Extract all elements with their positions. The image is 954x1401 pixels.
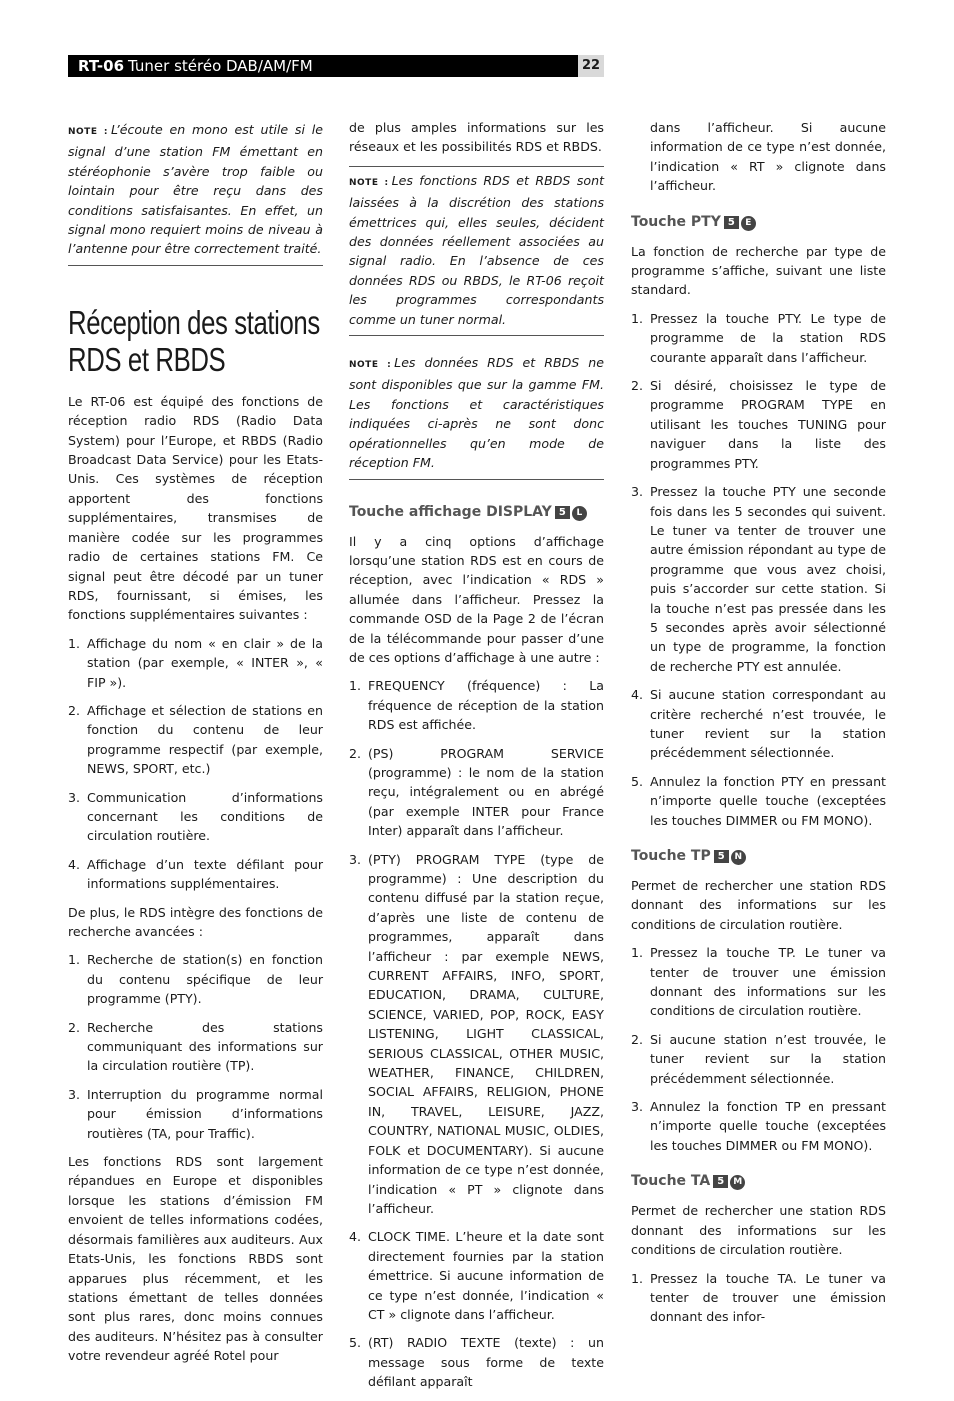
paragraph: De plus, le RDS intègre des fonctions de recherche avancées : <box>68 904 323 939</box>
search-functions-list <box>68 950 323 1143</box>
list-item: 1. Recherche de station(s) en fonction du contenu spécifique de leur programme (PTY). <box>68 952 323 1007</box>
paragraph: Permet de rechercher une station RDS donnant des informations sur les conditions de circulation routière. <box>631 1203 886 1258</box>
button-letter-icon: N <box>731 850 746 865</box>
list-item: 4. Affichage d’un texte défilant pour informations supplémentaires. <box>68 856 323 892</box>
page-number: 22 <box>578 55 604 77</box>
note-text: Les données RDS et RBDS ne sont disponibles que sur la gamme FM. Les fonctions et caractéristiques indiquées ci-après ne sont donc opérationnelles qu’en mode de réception FM. <box>349 355 604 471</box>
column-1 <box>68 118 323 1375</box>
section-title <box>68 304 325 378</box>
button-letter-icon: M <box>730 1175 745 1190</box>
note-text: Les fonctions RDS et RBDS sont laissées à la discrétion des stations émettrices qui, elles seules, décident des données réellement associées au signal radio. En l’absence de ces données RDS ou RBDS, le RT-06 reçoit les programmes correspondants comme un tuner normal. <box>349 172 605 327</box>
list-item: 1. Pressez la touche TA. Le tuner va tenter de trouver une émission donnant des infor- <box>631 1270 886 1325</box>
list-item: 2. Recherche des stations communiquant des informations sur la circulation routière (TP). <box>68 1019 323 1074</box>
intro-paragraph: Le RT-06 est équipé des fonctions de réception radio RDS (Radio Data System) pour l’Europe, et RBDS (Radio Broadcast Data Service) pour les Etats-Unis. Ces systèmes de réception apportent des fonctions supplémentaires, transmises de manière codée sur les programmes radio de certaines stations FM. Ce signal peut être décodé par un tuner RDS, fournissant, si émises, les fonctions supplémentaires suivantes : <box>68 393 323 623</box>
header-subtitle: Tuner stéréo DAB/AM/FM <box>128 57 313 75</box>
section-title-line-1: Réception des stations <box>68 303 320 341</box>
model-name: RT-06 <box>78 57 125 75</box>
page-header <box>68 55 578 77</box>
heading-display: Touche affichage DISPLAY 5 L <box>349 502 604 522</box>
note-label: NOTE : <box>68 127 108 137</box>
column-2 <box>349 118 604 1401</box>
paragraph: de plus amples informations sur les réseaux et les possibilités RDS et RBDS. <box>349 120 604 155</box>
tp-steps-list <box>631 943 886 1155</box>
features-list <box>68 634 323 894</box>
column-3 <box>631 118 886 1336</box>
button-letter-icon: E <box>741 216 756 231</box>
paragraph: Les fonctions RDS sont largement répandues en Europe et disponibles lorsque les stations d’émission FM envoient de telles informations codées, désormais familières aux auditeurs. Aux Etats-Unis, les fonctions RBDS sont apparues plus récemment, et les stations émettant de telles données sont plus rares, donc moins connues des auditeurs. N’hésitez pas à consulter votre revendeur agréé Rotel pour <box>68 1154 323 1364</box>
note-label: NOTE : <box>349 360 392 371</box>
heading-ta: Touche TA 5 M <box>631 1171 886 1191</box>
list-item: 5. (RT) RADIO TEXTE (texte) : un message sous forme de texte défilant apparaît <box>349 1335 604 1390</box>
note-text: L’écoute en mono est utile si le signal d’une station FM émettant en stéréophonie s’avère trop faible ou lointain pour être reçu dans des conditions satisfaisantes. En effet, un signal mono requiert moins de niveau à l’antenne pour être correctement traité. <box>68 122 323 257</box>
button-letter-icon: L <box>572 506 587 521</box>
section-title-line-2: RDS et RBDS <box>68 340 226 378</box>
display-options-continued <box>631 118 886 196</box>
heading-pty: Touche PTY 5 E <box>631 212 886 232</box>
list-item: 3. Pressez la touche PTY une seconde fois dans les 5 secondes qui suivent. Le tuner va tenter de trouver une autre émission répondant au type de programme que vous avez choisi, puis s’accorder sur cette station. Si la touche n’est pas pressée dans les 5 secondes après avoir sélectionné un type de programme, la fonction de recherche PTY est annulée. <box>631 484 886 674</box>
list-item: 3. (PTY) PROGRAM TYPE (type de programme) : Une description du contenu diffusé par la station reçue, d’après une liste de contenu de programmes, apparaît dans l’afficheur : par exemple NEWS, CURRENT AFFAIRS, INFO, SPORT, EDUCATION, DRAMA, CULTURE, SCIENCE, VARIED, POP, ROCK, EASY LISTENING, LIGHT CLASSICAL, SERIOUS CLASSICAL, OTHER MUSIC, WEATHER, FINANCE, CHILDREN, SOCIAL AFFAIRS, RELIGION, PHONE IN, TRAVEL, LEISURE, JAZZ, COUNTRY, NATIONAL MUSIC, OLDIES, FOLK et DOCUMENTARY). Si aucune information de ce type n’est donnée, l’indication « PT » clignote dans l’afficheur. <box>349 851 604 1216</box>
display-options-list <box>349 676 604 1391</box>
list-item: 2. Affichage et sélection de stations en fonction du contenu de leur programme respectif (par exemple, NEWS, SPORT, etc.) <box>68 702 323 777</box>
page-box-icon: 5 <box>724 216 739 229</box>
paragraph: Il y a cinq options d’affichage lorsqu’une station RDS est en cours de réception, avec l’indication « RDS » allumée dans l’afficheur. Pressez la commande OSD de la Page 2 de l’écran de la télécommande pour passer d’une de ces options d’affichage à une autre : <box>349 533 604 665</box>
list-item: 2. Si désiré, choisissez le type de programme PROGRAM TYPE en utilisant les touches TUNING pour naviguer dans la liste des programmes PTY. <box>631 378 886 471</box>
ta-steps-list <box>631 1269 886 1327</box>
list-item: 1. Affichage du nom « en clair » de la station (par exemple, « INTER », « FIP »). <box>68 635 323 690</box>
note-rds-discretion <box>349 166 604 336</box>
paragraph: Permet de rechercher une station RDS donnant des informations sur les conditions de circulation routière. <box>631 878 886 932</box>
list-item: 1. FREQUENCY (fréquence) : La fréquence de réception de la station RDS est affichée. <box>349 678 604 733</box>
list-item: 5. Annulez la fonction PTY en pressant n’importe quelle touche (exceptées les touches DIMMER ou FM MONO). <box>631 773 886 828</box>
note-fm-only <box>349 345 604 479</box>
page-box-icon: 5 <box>713 1175 728 1188</box>
list-item: dans l’afficheur. Si aucune information de ce type n’est donnée, l’indication « RT » clignote dans l’afficheur. <box>650 120 886 194</box>
page-box-icon: 5 <box>714 850 729 863</box>
heading-tp: Touche TP 5 N <box>631 846 886 866</box>
list-item: 4. CLOCK TIME. L’heure et la date sont directement fournies par la station émettrice. Si aucune information de ce type n’est donnée, l’indication « CT » clignote dans l’afficheur. <box>349 1229 604 1322</box>
list-item: 2. (PS) PROGRAM SERVICE (programme) : le nom de la station reçu, intégralement ou en abrégé (par exemple INTER pour France Inter) apparaît dans l’afficheur. <box>349 745 604 839</box>
list-item: 4. Si aucune station correspondant au critère recherché n’est trouvée, le tuner revient sur la station précédemment sélectionnée. <box>631 687 886 761</box>
note-mono <box>68 118 323 266</box>
list-item: 3. Interruption du programme normal pour émission d’informations routières (TA, pour Traffic). <box>68 1086 323 1141</box>
page-box-icon: 5 <box>555 506 570 519</box>
list-item: 3. Annulez la fonction TP en pressant n’importe quelle touche (exceptées les touches DIMMER ou FM MONO). <box>631 1099 886 1153</box>
list-item: 3. Communication d’informations concernant les conditions de circulation routière. <box>68 789 323 844</box>
pty-steps-list <box>631 309 886 830</box>
list-item: 2. Si aucune station n’est trouvée, le tuner revient sur la station précédemment sélectionnée. <box>631 1031 886 1086</box>
note-label: NOTE : <box>349 177 389 188</box>
list-item: 1. Pressez la touche TP. Le tuner va tenter de trouver une émission donnant des informations sur les conditions de circulation routière. <box>631 945 886 1019</box>
paragraph: La fonction de recherche par type de programme s’affiche, suivant une liste standard. <box>631 243 886 298</box>
list-item: 1. Pressez la touche PTY. Le type de programme de la station RDS courante apparaît dans l’afficheur. <box>631 310 886 365</box>
